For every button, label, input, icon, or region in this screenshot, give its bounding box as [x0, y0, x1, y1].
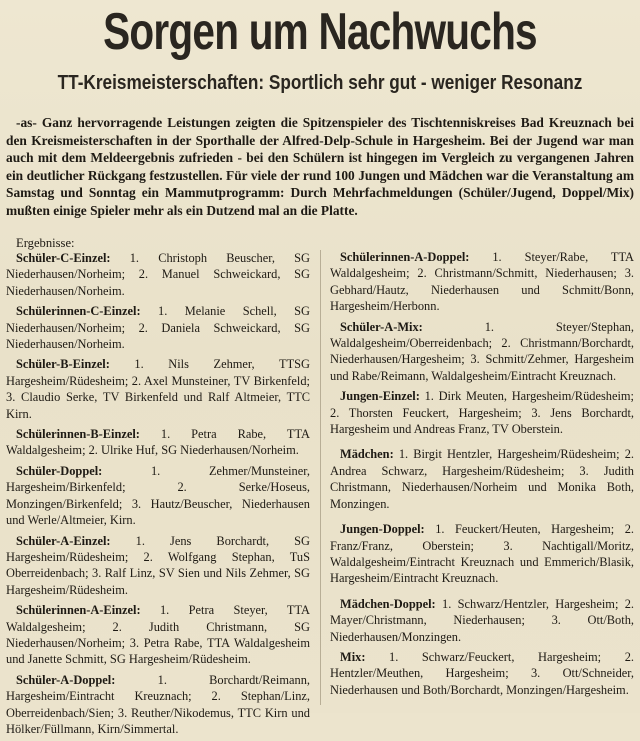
result-entry: [6, 463, 310, 529]
result-label: Schülerinnen-B-Einzel:: [16, 427, 140, 442]
result-entry: [6, 303, 310, 352]
result-text: 1. Jens Borchardt, SG Hargesheim/Rüdesheim; 2. Wolfgang Stephan, TuS Oberreidenbach; 3. Ralf Linz, SV Sien und Nils Zehmer, SG Hargesheim/Rüdesheim.: [6, 533, 310, 597]
result-entry: [6, 356, 310, 422]
result-label: Mix:: [340, 649, 366, 664]
result-text: 1. Zehmer/Munsteiner, Hargesheim/Birkenfeld; 2. Serke/Hoseus, Monzingen/Birkenfeld; 3. Hautz/Beuscher, Niederhausen und Werle/Altmeier, Kirn.: [6, 463, 310, 528]
result-text: 1. Dirk Meuten, Hargesheim/Rüdesheim; 2. Thorsten Feuckert, Hargesheim; 3. Jens Borchardt, Hargesheim und Andreas Franz, TV Oberstein.: [330, 389, 634, 437]
lead-text: -as- Ganz hervorragende Leistungen zeigten die Spitzenspieler des Tischtenniskreises Bad Kreuznach bei den Kreismeisterschaften in der Sporthalle der Alfred-Delp-Schule in Hargesheim. Bei der Jugend war man auch mit dem Meldeergebnis zufrieden - bei den Schülern ist hingegen im Vergleich zu vergangenen Jahren ein deutlicher Rückgang festzustellen. Für viele der rund 100 Jungen und Mädchen war die Veranstaltung am Samstag und Sonntag ein Mammutprogramm: Durch Mehrfachmeldungen (Schüler/Jugend, Doppel/Mix) mußten einige Spieler mehr als ein Dutzend mal an die Platte.: [6, 115, 634, 218]
result-entry: [330, 249, 634, 315]
result-entry: [330, 649, 634, 698]
result-label: Schülerinnen-A-Einzel:: [16, 603, 141, 618]
headline: Sorgen um Nachwuchs: [103, 3, 537, 61]
result-label: Mädchen-Doppel:: [340, 596, 436, 611]
result-text: 1. Feuckert/Heuten, Hargesheim; 2. Franz/Franz, Oberstein; 3. Nachtigall/Moritz, Waldalgesheim/Eintracht Kreuznach und Emmerich/Blasik, Hargesheim/Eintracht Kreuznach.: [330, 522, 634, 586]
result-text: 1. Steyer/Rabe, TTA Waldalgesheim; 2. Christmann/Schmitt, Niederhausen; 3. Gebhard/Hautz, Niederhausen und Schmitt/Bonn, Hargesheim/Herbonn.: [330, 250, 634, 314]
result-label: Schüler-Doppel:: [16, 463, 103, 478]
result-text: 1. Petra Rabe, TTA Waldalgesheim; 2. Ulrike Huf, SG Niederhausen/Norheim.: [6, 427, 310, 458]
results-column-left: [6, 250, 310, 741]
result-entry: [330, 596, 634, 645]
result-label: Schüler-A-Einzel:: [16, 533, 111, 548]
result-label: Schülerinnen-C-Einzel:: [16, 304, 141, 319]
result-entry: [330, 446, 634, 512]
results-caption: Ergebnisse:: [16, 236, 75, 250]
result-label: Mädchen:: [340, 447, 394, 462]
result-entry: [6, 533, 310, 599]
result-label: Schüler-C-Einzel:: [16, 251, 111, 265]
result-text: 1. Christoph Beuscher, SG Niederhausen/Norheim; 2. Manuel Schweickard, SG Niederhausen/Norheim.: [6, 251, 310, 298]
result-text: 1. Schwarz/Hentzler, Hargesheim; 2. Mayer/Christmann, Niederhausen; 3. Ott/Both, Niederhausen/Monzingen.: [330, 596, 634, 644]
result-label: Schülerinnen-A-Doppel:: [340, 250, 470, 264]
result-text: 1. Melanie Schell, SG Niederhausen/Norheim; 2. Daniela Schweickard, SG Niederhausen/Norheim.: [6, 304, 310, 352]
result-entry: [6, 426, 310, 459]
subheadline: TT-Kreismeisterschaften: Sportlich sehr gut - weniger Resonanz: [57, 72, 583, 94]
column-divider: [320, 250, 321, 705]
result-text: 1. Schwarz/Feuckert, Hargesheim; 2. Hentzler/Meuthen, Hargesheim; 3. Ott/Schneider, Niederhausen und Both/Borchardt, Monzingen/Hargesheim.: [330, 649, 634, 697]
result-label: Jungen-Einzel:: [340, 389, 420, 404]
result-text: 1. Steyer/Stephan, Waldalgesheim/Oberreidenbach; 2. Christmann/Borchardt, Niederhausen/Hargesheim; 3. Schmitt/Zehmer, Hargesheim und Rabe/Reimann, Waldalgesheim/Eintracht Kreuznach.: [330, 319, 634, 383]
result-entry: [6, 602, 310, 668]
result-entry: [6, 250, 310, 299]
result-text: 1. Petra Steyer, TTA Waldalgesheim; 2. Judith Christmann, SG Niederhausen/Norheim; 3. Petra Rabe, TTA Waldalgesheim und Janette Schmitt, SG Hargesheim/Rüdesheim.: [6, 603, 310, 667]
result-entry: [330, 388, 634, 437]
result-entry: [6, 672, 310, 738]
result-label: Schüler-B-Einzel:: [16, 357, 110, 372]
results-column-right: [330, 249, 634, 702]
result-text: 1. Borchardt/Reimann, Hargesheim/Eintracht Kreuznach; 2. Stephan/Linz, Oberreidenbach/Sien; 3. Reuther/Nikodemus, TTC Kirn und Hölker/Füllmann, Kirn/Simmertal.: [6, 672, 310, 736]
result-label: Schüler-A-Mix:: [340, 319, 423, 334]
result-entry: [330, 521, 634, 587]
result-label: Jungen-Doppel:: [340, 522, 425, 537]
result-entry: [330, 319, 634, 385]
result-label: Schüler-A-Doppel:: [16, 672, 116, 687]
result-text: 1. Nils Zehmer, TTSG Hargesheim/Rüdesheim; 2. Axel Munsteiner, TV Birkenfeld; 3. Claudio Serke, TV Birkenfeld und Ralf Altmeier, TTC Kirn.: [6, 357, 310, 421]
result-text: 1. Birgit Hentzler, Hargesheim/Rüdesheim; 2. Andrea Schwarz, Hargesheim/Rüdesheim; 3. Judith Christmann, Niederhausen/Norheim und Monika Both, Monzingen.: [330, 447, 634, 511]
lead-paragraph: [6, 114, 634, 220]
